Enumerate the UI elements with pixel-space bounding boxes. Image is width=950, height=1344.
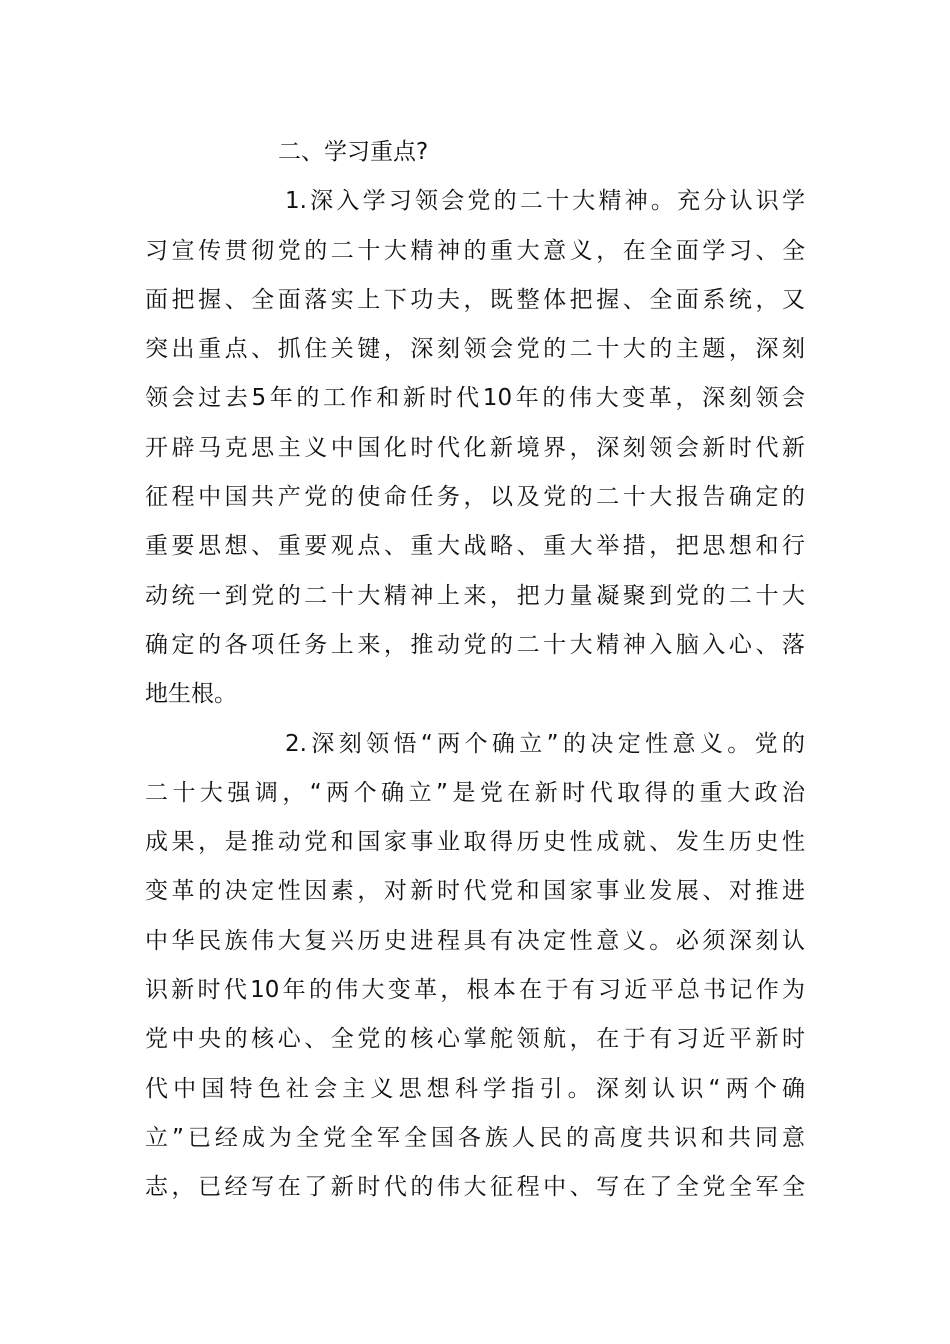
- paragraph-line: 二十大强调，“两个确立”是党在新时代取得的重大政治: [145, 779, 805, 806]
- paragraph-line: 变革的决定性因素，对新时代党和国家事业发展、对推进: [145, 878, 805, 905]
- section-heading: 二、学习重点?: [278, 139, 429, 165]
- paragraph-line: 重要思想、重要观点、重大战略、重大举措，把思想和行: [145, 533, 805, 560]
- paragraph-line: 确定的各项任务上来，推动党的二十大精神入脑入心、落: [145, 631, 805, 658]
- paragraph-line: 面把握、全面落实上下功夫，既整体把握、全面系统，又: [145, 286, 805, 313]
- paragraph-2: [145, 720, 805, 1213]
- paragraph-line: 党中央的核心、全党的核心掌舵领航，在于有习近平新时: [145, 1026, 805, 1053]
- paragraph-line: 2.深刻领悟“两个确立”的决定性意义。党的: [285, 730, 805, 757]
- paragraph-line: 突出重点、抓住关键，深刻领会党的二十大的主题，深刻: [145, 336, 805, 363]
- paragraph-line: 识新时代10年的伟大变革，根本在于有习近平总书记作为: [145, 977, 805, 1004]
- paragraph-line: 领会过去5年的工作和新时代10年的伟大变革，深刻领会: [145, 385, 805, 412]
- paragraph-line: 动统一到党的二十大精神上来，把力量凝聚到党的二十大: [145, 582, 805, 609]
- paragraph-line: 中华民族伟大复兴历史进程具有决定性意义。必须深刻认: [145, 927, 805, 954]
- paragraph-1: [145, 177, 805, 719]
- paragraph-line: 代中国特色社会主义思想科学指引。深刻认识“两个确: [145, 1075, 805, 1102]
- paragraph-line: 开辟马克思主义中国化时代化新境界，深刻领会新时代新: [145, 434, 805, 461]
- document-body: [145, 128, 805, 1213]
- paragraph-line: 地生根。: [145, 681, 237, 708]
- paragraph-line: 征程中国共产党的使命任务，以及党的二十大报告确定的: [145, 484, 805, 511]
- paragraph-line: 1.深入学习领会党的二十大精神。充分认识学: [285, 188, 805, 215]
- paragraph-line: 志，已经写在了新时代的伟大征程中、写在了全党全军全: [145, 1174, 805, 1201]
- paragraph-line: 习宣传贯彻党的二十大精神的重大意义，在全面学习、全: [145, 237, 805, 264]
- paragraph-line: 成果，是推动党和国家事业取得历史性成就、发生历史性: [145, 829, 805, 856]
- paragraph-line: 立”已经成为全党全军全国各族人民的高度共识和共同意: [145, 1124, 805, 1151]
